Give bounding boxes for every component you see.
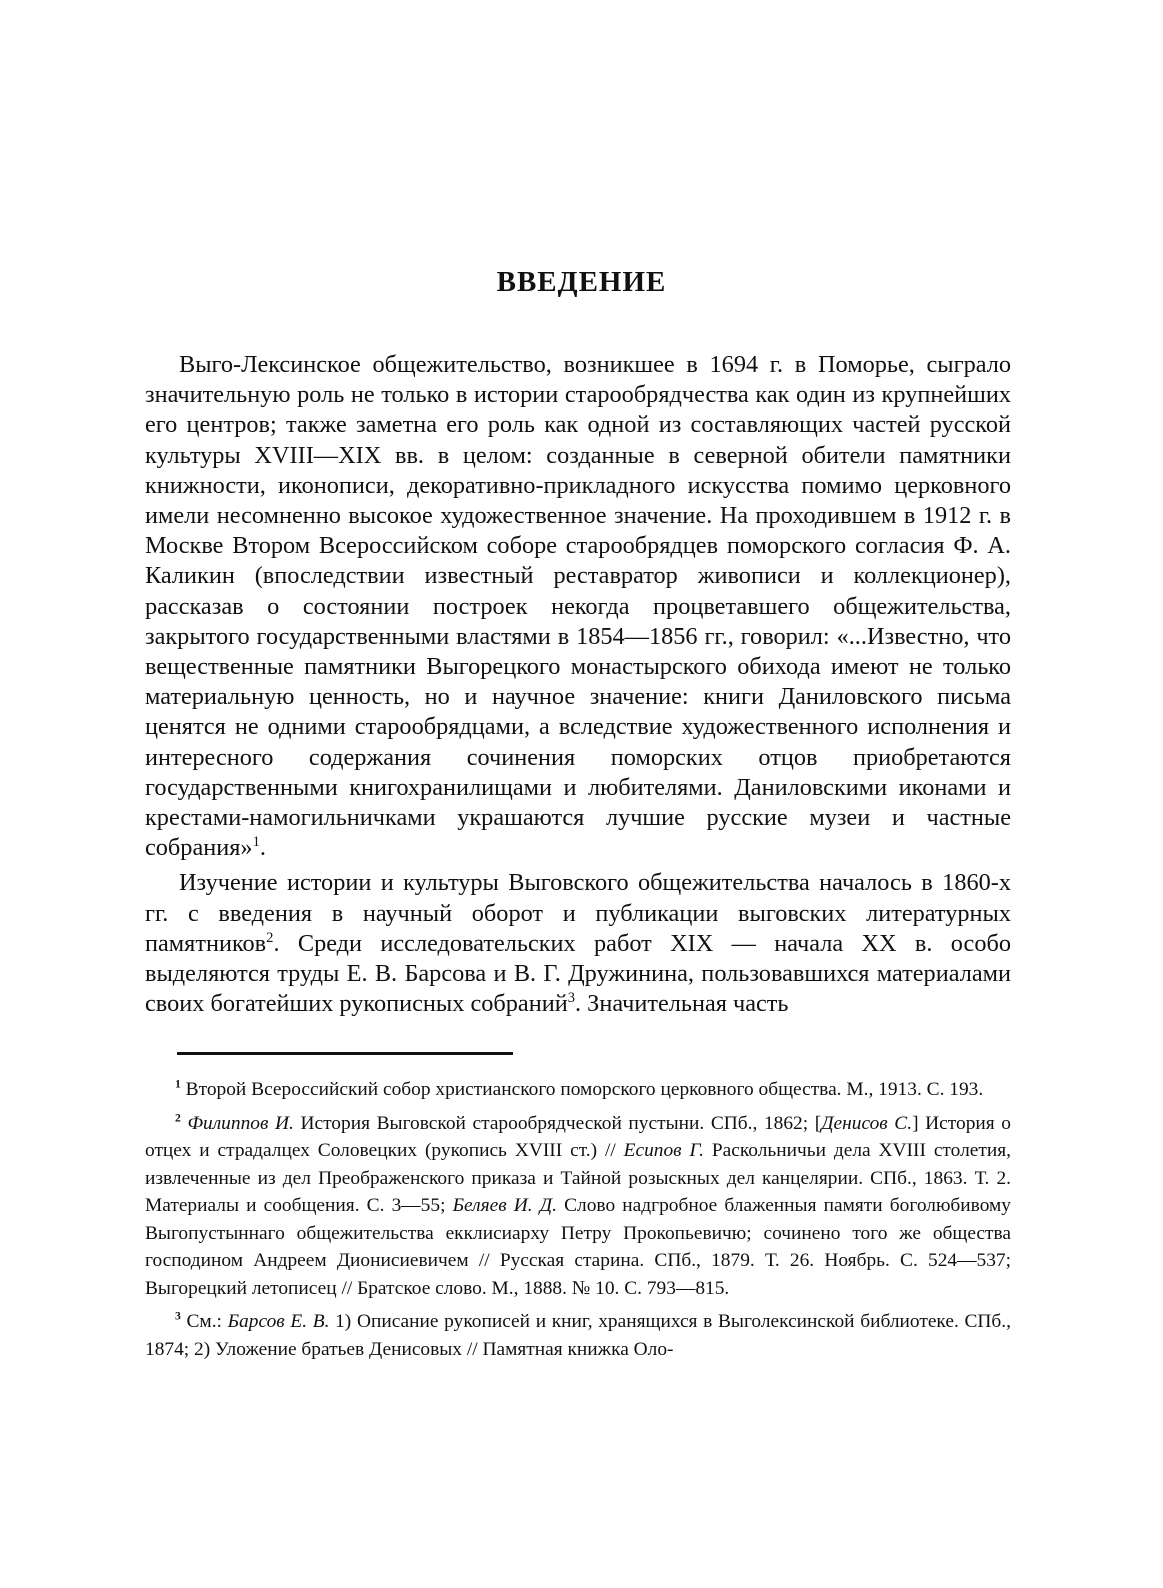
footnote-ref: 3 xyxy=(567,990,576,1007)
footnote-number: 3 xyxy=(175,1309,181,1323)
footnote-text: 1) Описание рукописей и книг, хранящихся в Выголексинской библиотеке. СПб., 1874; 2) Уложение братьев Денисовых // Памятная книжка Оло- xyxy=(145,1311,1011,1360)
footnote-separator xyxy=(177,1052,513,1055)
paragraph-text: Изучение истории и культуры Выговского общежительства началось в 1860-х гг. с введения в научный оборот и публикации выговских литературных памятников xyxy=(145,869,1011,957)
author-name: Беляев И. Д. xyxy=(452,1195,557,1216)
footnote-number: 1 xyxy=(175,1077,181,1091)
footnotes xyxy=(145,1076,1011,1369)
author-name: Есипов Г. xyxy=(623,1140,704,1161)
paragraph-text: . Значительная часть xyxy=(575,990,789,1018)
footnote-text: ] История о отцех и страдалцех Соловецких (рукопись XVIII ст.) // xyxy=(145,1112,1011,1161)
footnote-text: История Выговской старообрядческой пустыни. СПб., 1862; [ xyxy=(293,1112,822,1134)
footnote-text: Второй Всероссийский собор христианского поморского церковного общества. М., 1913. С. 193. xyxy=(185,1079,984,1100)
author-name: Филиппов И. xyxy=(187,1112,294,1134)
paragraph-end: . xyxy=(259,834,266,862)
paragraph-1 xyxy=(145,350,1011,863)
footnote-2 xyxy=(145,1110,1011,1303)
footnote-text: Слово надгробное блаженныя памяти боголюбивому Выгопустыннаго общежительства екклисиарху Петру Прокопьевичю; сочинено того же общества господином Андреем Дионисиевичем // Русская старина. СПб., 1879. Т. 26. Ноябрь. С. 524—537; Выгорецкий летописец // Братское слово. М., 1888. № 10. С. 793—815. xyxy=(145,1195,1011,1299)
chapter-title: ВВЕДЕНИЕ xyxy=(496,266,667,298)
footnote-1 xyxy=(145,1076,1011,1104)
footnote-ref: 1 xyxy=(252,834,260,851)
author-name: Денисов С. xyxy=(821,1112,913,1134)
footnote-number: 2 xyxy=(175,1111,181,1125)
paragraph-text: Выго-Лексинское общежительство, возникшее в 1694 г. в Поморье, сыграло значительную роль не только в истории старообрядчества как один из крупнейших его центров; также заметна его роль как одной из составляющих частей русской культуры XVIII—XIX вв. в целом: созданные в северной обители памятники книжности, иконописи, декоративно-прикладного искусства помимо церковного имели несомненно высокое художественное значение. На проходившем в 1912 г. в Москве Втором Всероссийском соборе старообрядцев поморского согласия Ф. А. Каликин (впоследствии известный реставратор живописи и коллекционер), рассказав о состоянии построек некогда процветавшего общежительства, закрытого государственными властями в 1854—1856 гг., говорил: «...Известно, что вещественные памятники Выгорецкого монастырского обихода имеют не только материальную ценность, но и научное значение: книги Даниловского письма ценятся не одними старообрядцами, а вследствие художественного исполнения и интересного содержания сочинения поморских отцов приобретаются государственными книгохранилищами и любителями. Даниловскими иконами и крестами-намогильничками украшаются лучшие русские музеи и частные собрания» xyxy=(145,351,1011,862)
author-name: Барсов Е. В. xyxy=(227,1311,330,1332)
body-text xyxy=(145,350,1011,1024)
paragraph-2 xyxy=(145,868,1011,1019)
footnote-ref: 2 xyxy=(266,929,274,946)
paragraph-text: . Среди исследовательских работ XIX — начала XX в. особо выделяются труды Е. В. Барсова и В. Г. Дружинина, пользовавшихся материалами своих богатейших рукописных собраний xyxy=(145,929,1011,1018)
footnote-3 xyxy=(145,1308,1011,1363)
footnote-text: См.: xyxy=(186,1311,228,1332)
footnote-text: Раскольничьи дела XVIII столетия, извлеченные из дел Преображенского приказа и Тайной розыскных дел канцелярии. СПб., 1863. Т. 2. Материалы и сообщения. С. 3—55; xyxy=(145,1140,1011,1216)
